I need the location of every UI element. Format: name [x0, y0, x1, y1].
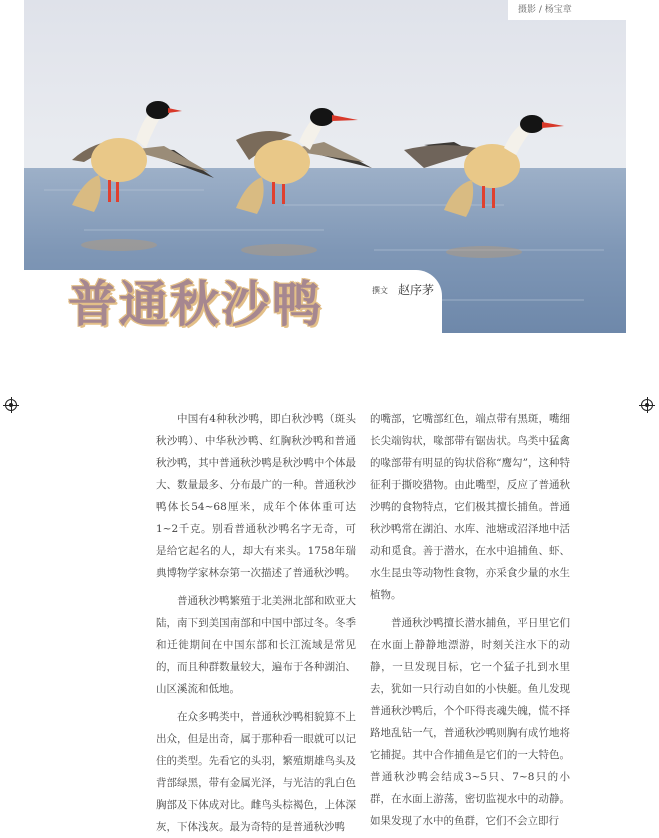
- article-column-left: [156, 408, 356, 838]
- paragraph: 的嘴部，它嘴部红色，端点带有黑斑，嘴细长尖端钩状，喙部带有锯齿状。鸟类中猛禽的喙部带有明显的钩状俗称“鹰勾”，这种特征利于撕咬猎物。由此嘴型，反应了普通秋沙鸭的食物特点，它们极其擅长捕鱼。普通秋沙鸭常在湖泊、水库、池塘或沼泽地中活动和觅食。善于潜水，在水中追捕鱼、虾、水生昆虫等动物性食物，亦采食少量的水生植物。: [370, 413, 570, 601]
- article-column-right: [370, 408, 570, 832]
- paragraph: 普通秋沙鸭擅长潜水捕鱼，平日里它们在水面上静静地漂游，时刻关注水下的动静，一旦发现目标，它一个猛子扎到水里去，犹如一只行动自如的小快艇。鱼儿发现普通秋沙鸭后，个个吓得丧魂失魄，慌不择路地乱钻一气，普通秋沙鸭则胸有成竹地将它捕捉。其中合作捕鱼是它们的一大特色。普通秋沙鸭会结成3~5只、7~8只的小群，在水面上游荡，密切监视水中的动静。如果发现了水中的鱼群，它们不会立即行: [370, 617, 570, 827]
- byline-label: 撰文: [372, 286, 388, 295]
- photo-credit: 摄影 / 杨宝章: [508, 0, 626, 20]
- registration-mark-icon: [5, 399, 17, 411]
- paragraph: 在众多鸭类中，普通秋沙鸭相貌算不上出众，但是出奇，属于那种看一眼就可以记住的类型。先看它的头羽，繁殖期雄鸟头及背部绿黑，带有金属光泽，与光洁的乳白色胸部及下体成对比。雌鸟头棕褐色，上体深灰，下体浅灰。最为奇特的是普通秋沙鸭: [156, 711, 356, 833]
- paragraph: 普通秋沙鸭繁殖于北美洲北部和欧亚大陆，南下到美国南部和中国中部过冬。冬季和迁徙期间在中国东部和长江流域是常见的，而且种群数量较大，遍布于各种湖泊、山区溪流和低地。: [156, 595, 356, 695]
- paragraph: 中国有4种秋沙鸭，即白秋沙鸭（斑头秋沙鸭）、中华秋沙鸭、红胸秋沙鸭和普通秋沙鸭，其中普通秋沙鸭是秋沙鸭中个体最大、数量最多、分布最广的一种。普通秋沙鸭体长54~68厘米，成年个体体重可达1~2千克。别看普通秋沙鸭名字无奇，可是给它起名的人，却大有来头。1758年瑞典博物学家林奈第一次描述了普通秋沙鸭。: [156, 413, 356, 579]
- registration-mark-icon: [641, 399, 653, 411]
- article-title: 普通秋沙鸭: [68, 275, 324, 333]
- byline-author: 赵序茅: [398, 283, 435, 297]
